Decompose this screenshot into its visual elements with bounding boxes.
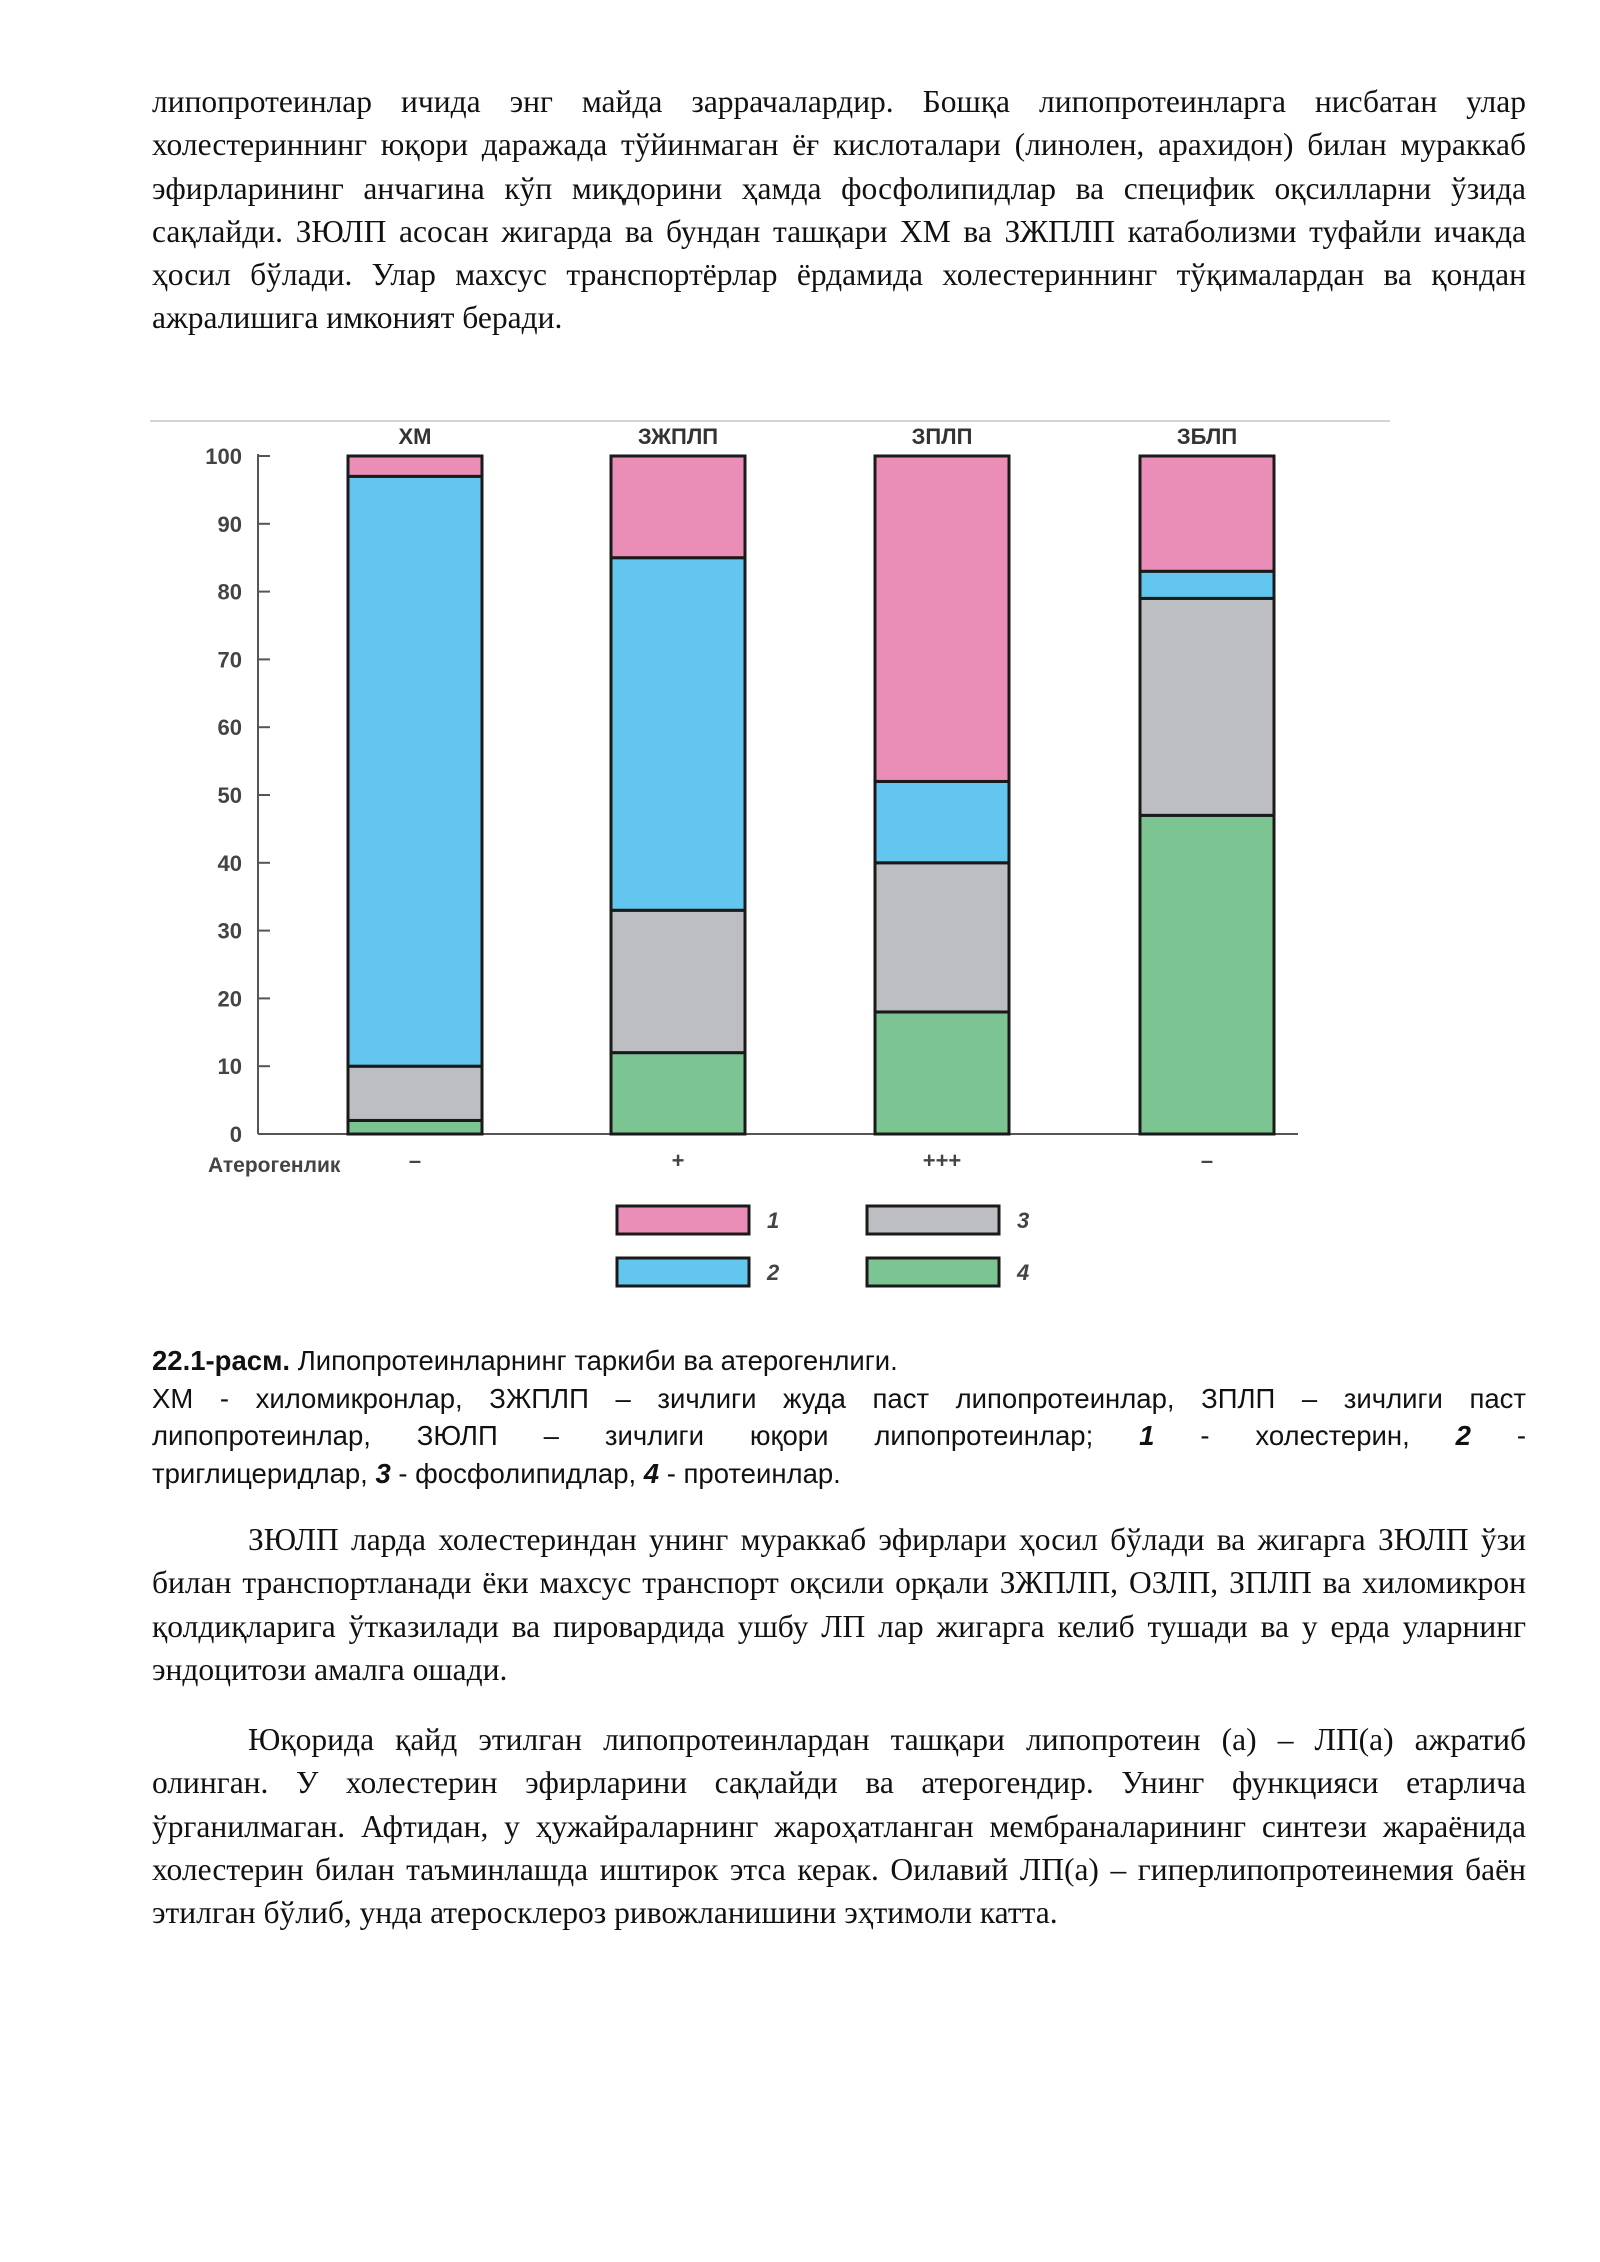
y-tick-label: 40 <box>217 850 242 876</box>
caption-line-4 <box>152 1455 1526 1493</box>
bar-segment-2 <box>875 781 1009 862</box>
category-label: ХМ <box>398 424 432 449</box>
y-tick-label: 100 <box>205 444 242 469</box>
atherogenicity-value: + <box>671 1148 685 1173</box>
bar-segment-1 <box>611 456 745 558</box>
bar-segment-4 <box>875 1012 1009 1134</box>
caption-line-3 <box>152 1417 1526 1455</box>
legend-swatch-3 <box>867 1206 999 1234</box>
bar-segment-2 <box>611 558 745 911</box>
atherogenicity-label: Атерогенлик <box>208 1154 341 1177</box>
bar-segment-2 <box>348 476 482 1066</box>
bar-segment-3 <box>611 910 745 1052</box>
legend-swatch-1 <box>617 1206 749 1234</box>
category-label: ЗПЛП <box>911 424 973 449</box>
legend-swatch-4 <box>867 1258 999 1286</box>
caption-title-line <box>152 1342 1526 1380</box>
category-label: ЗБЛП <box>1176 424 1238 449</box>
caption-text: - протеинлар. <box>659 1457 841 1489</box>
bar-segment-2 <box>1140 571 1274 598</box>
y-tick-label: 0 <box>229 1122 242 1147</box>
legend-number-2: 2 <box>1455 1420 1471 1451</box>
paragraph-1: липопротеинлар ичида энг майда заррачалардир. Бошқа липопротеинларга нисбатан улар холестериннинг юқори даражада тўйинмаган ёғ кислоталари (линолен, арахидон) билан мураккаб эфирларининг анчагина кўп миқдорини ҳамда фосфолипидлар ва специфик оқсилларни ўзида сақлайди. ЗЮЛП асосан жигарда ва бундан ташқари ХМ ва ЗЖПЛП катаболизми туфайли ичакда ҳосил бўлади. Улар махсус транспортёрлар ёрдамида холестериннинг тўқималардан ва қондан ажралишига имконият беради. <box>152 84 1526 336</box>
caption-text: липопротеинлар, ЗЮЛП – зичлиги юқори липопротеинлар; <box>152 1420 1140 1451</box>
caption-text: - холестерин, <box>1154 1420 1456 1451</box>
caption-text: - фосфолипидлар, <box>390 1457 644 1489</box>
bar-segment-4 <box>611 1053 745 1134</box>
y-tick-label: 90 <box>217 511 242 537</box>
bar-segment-3 <box>348 1066 482 1120</box>
legend-label-3: 3 <box>1017 1208 1030 1233</box>
y-tick-label: 20 <box>217 986 242 1012</box>
y-tick-label: 80 <box>217 579 242 605</box>
caption-text: триглицеридлар, <box>152 1457 376 1489</box>
bar-segment-1 <box>1140 456 1274 571</box>
y-tick-label: 60 <box>217 715 242 741</box>
figure-label: 22.1-расм. <box>152 1345 291 1376</box>
category-label: ЗЖПЛП <box>637 424 719 449</box>
caption-line-2: ХМ - хиломикронлар, ЗЖПЛП – зичлиги жуда паст липопротеинлар, ЗПЛП – зичлиги паст <box>152 1382 1526 1414</box>
y-tick-label: 30 <box>217 918 242 944</box>
legend-label-4: 4 <box>1017 1260 1030 1285</box>
figure-lipoprotein-chart <box>150 416 1400 1296</box>
bar-segment-4 <box>1140 815 1274 1134</box>
bar-segment-1 <box>348 456 482 476</box>
caption-text: - <box>1470 1420 1526 1451</box>
legend-label-1: 1 <box>767 1208 780 1233</box>
atherogenicity-value: – <box>1200 1148 1214 1173</box>
paragraph-2: ЗЮЛП ларда холестериндан унинг мураккаб эфирлари ҳосил бўлади ва жигарга ЗЮЛП ўзи билан транспортланади ёки махсус транспорт оқсили орқали ЗЖПЛП, ОЗЛП, ЗПЛП ва хиломикрон қолдиқларига ўтказилади ва пировардида ушбу ЛП лар жигарга келиб тушади ва у ерда уларнинг эндоцитози амалга ошади. <box>152 1522 1526 1687</box>
y-tick-label: 10 <box>217 1054 242 1080</box>
atherogenicity-value: – <box>408 1148 422 1173</box>
bar-segment-3 <box>875 863 1009 1012</box>
bar-segment-1 <box>875 456 1009 781</box>
y-tick-label: 70 <box>217 647 242 673</box>
bar-segment-4 <box>348 1120 482 1134</box>
y-tick-label: 50 <box>217 783 242 808</box>
legend-number-3: 3 <box>375 1457 391 1489</box>
legend-number-1: 1 <box>1139 1420 1155 1451</box>
legend-number-4: 4 <box>643 1457 660 1489</box>
legend-swatch-2 <box>617 1258 749 1286</box>
paragraph-3: Юқорида қайд этилган липопротеинлардан ташқари липопротеин (а) – ЛП(а) ажратиб олинган. У холестерин эфирларини сақлайди ва атерогендир. Унинг функцияси етарлича ўрганилмаган. Афтидан, у ҳужайраларнинг жароҳатланган мембраналарининг синтези жараёнида холестерин билан таъминлашда иштирок этса керак. Оилавий ЛП(а) – гиперлипопротеинемия баён этилган бўлиб, унда атеросклероз ривожланишини эҳтимоли катта. <box>152 1722 1526 1931</box>
figure-caption <box>152 1342 1526 1492</box>
bar-segment-3 <box>1140 598 1274 815</box>
atherogenicity-value: +++ <box>922 1148 962 1173</box>
caption-title: Липопротеинларнинг таркиби ва атерогенлиги. <box>290 1345 898 1376</box>
legend-label-2: 2 <box>767 1260 780 1285</box>
stacked-bar-chart <box>150 416 1400 1296</box>
